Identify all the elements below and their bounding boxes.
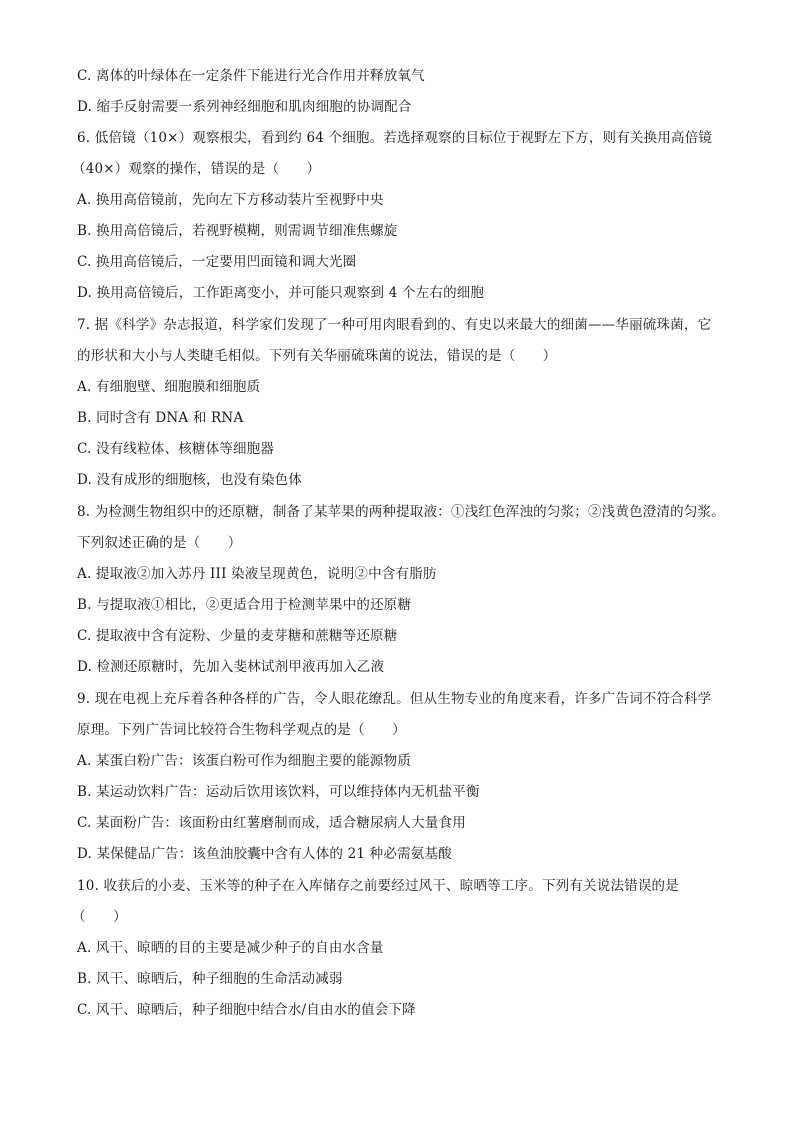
question-8-stem: 8. 为检测生物组织中的还原糖，制备了某苹果的两种提取液：①浅红色浑浊的匀浆；②浅黄色澄清的匀浆。 — [77, 504, 725, 520]
option-d-q7: D. 没有成形的细胞核，也没有染色体 — [77, 472, 303, 488]
option-c-q9: C. 某面粉广告：该面粉由红薯磨制而成，适合糖尿病人大量食用 — [77, 815, 466, 831]
option-c-q6: C. 换用高倍镜后，一定要用凹面镜和调大光圈 — [77, 254, 357, 270]
question-7-stem-cont: 的形状和大小与人类睫毛相似。下列有关华丽硫珠菌的说法，错误的是（ ） — [77, 348, 557, 364]
option-d-q6: D. 换用高倍镜后，工作距离变小，并可能只观察到 4 个左右的细胞 — [77, 285, 485, 301]
option-a-q7: A. 有细胞壁、细胞膜和细胞质 — [77, 379, 261, 395]
option-b-q6: B. 换用高倍镜后，若视野模糊，则需调节细准焦螺旋 — [77, 223, 398, 239]
option-b-q7: B. 同时含有 DNA 和 RNA — [77, 410, 244, 426]
option-d-q9: D. 某保健品广告：该鱼油胶囊中含有人体的 21 种必需氨基酸 — [77, 846, 452, 862]
question-6-stem: 6. 低倍镜（10×）观察根尖，看到约 64 个细胞。若选择观察的目标位于视野左下方，则有关换用高倍镜 — [77, 130, 713, 146]
option-c-q7: C. 没有线粒体、核糖体等细胞器 — [77, 441, 275, 457]
option-c-q5: C. 离体的叶绿体在一定条件下能进行光合作用并释放氧气 — [77, 68, 425, 84]
question-6-stem-cont: （40×）观察的操作，错误的是（ ） — [72, 161, 321, 177]
question-10-stem: 10. 收获后的小麦、玉米等的种子在入库储存之前要经过风干、晾晒等工序。下列有关说法错误的是 — [77, 878, 679, 894]
option-d-q5: D. 缩手反射需要一系列神经细胞和肌肉细胞的协调配合 — [77, 99, 412, 115]
option-b-q8: B. 与提取液①相比，②更适合用于检测苹果中的还原糖 — [77, 597, 412, 613]
option-c-q10: C. 风干、晾晒后，种子细胞中结合水/自由水的值会下降 — [77, 1002, 416, 1018]
option-b-q10: B. 风干、晾晒后，种子细胞的生命活动减弱 — [77, 971, 343, 987]
option-a-q9: A. 某蛋白粉广告：该蛋白粉可作为细胞主要的能源物质 — [77, 753, 412, 769]
option-a-q6: A. 换用高倍镜前，先向左下方移动装片至视野中央 — [77, 192, 384, 208]
question-7-stem: 7. 据《科学》杂志报道，科学家们发现了一种可用肉眼看到的、有史以来最大的细菌——华丽硫珠菌，它 — [77, 317, 712, 333]
question-9-stem: 9. 现在电视上充斥着各种各样的广告，令人眼花缭乱。但从生物专业的角度来看，许多广告词不符合科学 — [77, 691, 712, 707]
option-d-q8: D. 检测还原糖时，先加入斐林试剂甲液再加入乙液 — [77, 659, 385, 675]
question-10-stem-cont: （ ） — [72, 909, 127, 925]
question-9-stem-cont: 原理。下列广告词比较符合生物科学观点的是（ ） — [77, 722, 406, 738]
option-c-q8: C. 提取液中含有淀粉、少量的麦芽糖和蔗糖等还原糖 — [77, 628, 398, 644]
question-8-stem-cont: 下列叙述正确的是（ ） — [77, 535, 242, 551]
option-b-q9: B. 某运动饮料广告：运动后饮用该饮料，可以维持体内无机盐平衡 — [77, 784, 480, 800]
option-a-q10: A. 风干、晾晒的目的主要是减少种子的自由水含量 — [77, 940, 384, 956]
option-a-q8: A. 提取液②加入苏丹 III 染液呈现黄色，说明②中含有脂肪 — [77, 566, 437, 582]
